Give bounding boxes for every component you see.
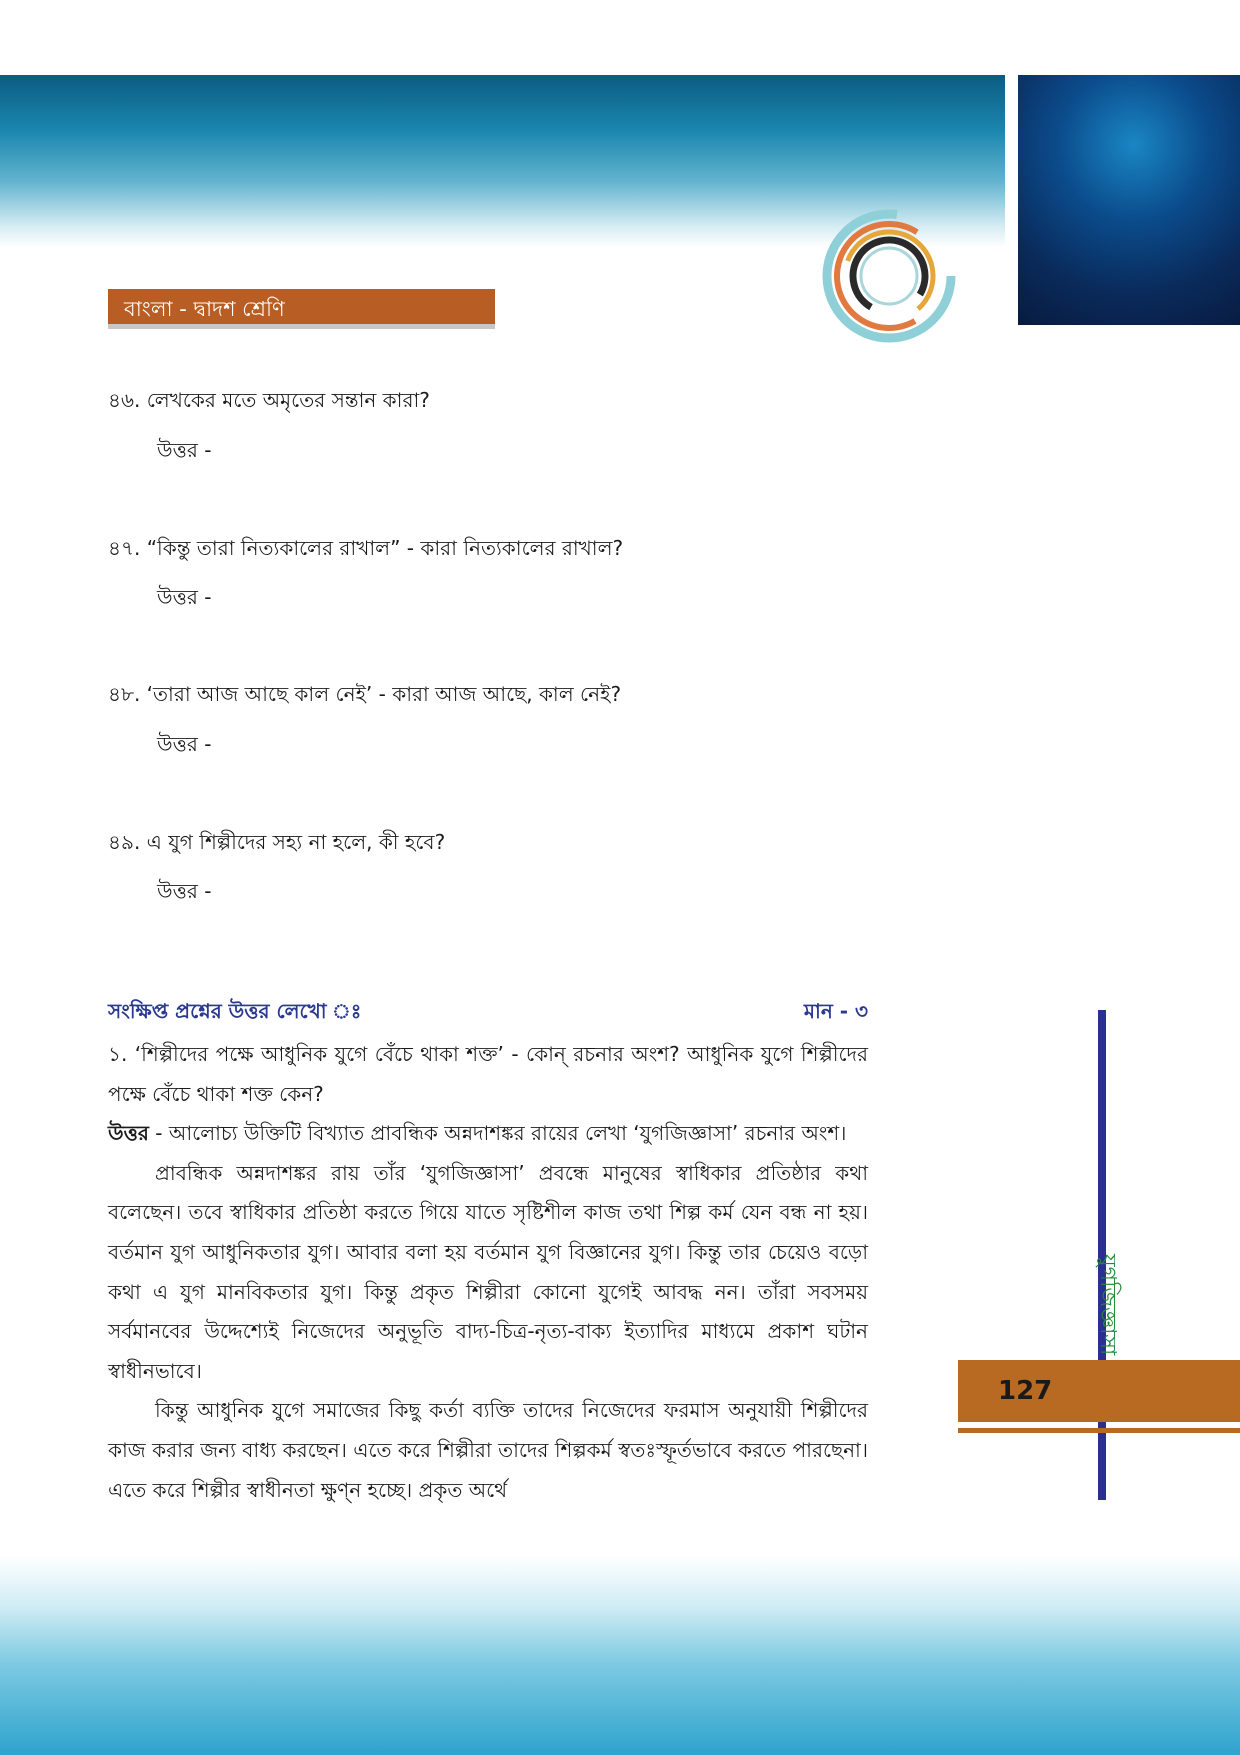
answer-label: উত্তর [108, 1121, 149, 1146]
answer-label-47: উত্তর - [157, 585, 212, 609]
answer-label-49: উত্তর - [157, 879, 212, 903]
section-title: সংক্ষিপ্ত প্রশ্নের উত্তর লেখো ঃ [108, 999, 362, 1023]
page-number-box [958, 1360, 1240, 1422]
page-number-underline [958, 1428, 1240, 1433]
answer-intro [108, 1114, 868, 1154]
answer-paragraph-1: প্রাবন্ধিক অন্নদাশঙ্কর রায় তাঁর ‘যুগজিজ্ঞাসা’ প্রবন্ধে মানুষের স্বাধিকার প্রতিষ্ঠার কথা বলেছেন। তবে স্বাধিকার প্রতিষ্ঠা করতে গিয়ে যাতে সৃষ্টিশীল কাজ তথা শিল্প কর্ম যেন বন্ধ না হয়। বর্তমান যুগ আধুনিকতার যুগ। আবার বলা হয় বর্তমান যুগ বিজ্ঞানের যুগ। কিন্তু তার চেয়েও বড়ো কথা এ যুগ মানবিকতার যুগ। কিন্তু প্রকৃত শিল্পীরা কোনো যুগেই আবদ্ধ নন। তাঁরা সবসময় সর্বমানবের উদ্দেশ্যেই নিজেদের অনুভূতি বাদ্য-চিত্র-নৃত্য-বাক্য ইত্যাদির মাধ্যমে প্রকাশ ঘটান স্বাধীনভাবে। [108, 1160, 868, 1383]
answer-intro-text: - আলোচ্য উক্তিটি বিখ্যাত প্রাবন্ধিক অন্নদাশঙ্কর রায়ের লেখা ‘যুগজিজ্ঞাসা’ রচনার অংশ। [148, 1121, 847, 1146]
section-heading [108, 997, 868, 1030]
ring-logo-icon [818, 205, 960, 347]
question-48: ৪৮. ‘তারা আজ আছে কাল নেই’ - কারা আজ আছে, কাল নেই? [108, 682, 622, 706]
answer-label-46: উত্তর - [157, 438, 212, 462]
page-number: 127 [998, 1376, 1053, 1406]
corner-decoration [1018, 75, 1240, 325]
answer-label-48: উত্তর - [157, 732, 212, 756]
question-46: ৪৬. লেখকের মতে অমৃতের সন্তান কারা? [108, 388, 430, 412]
header-separator [1008, 75, 1018, 247]
answer-body [108, 1035, 868, 1510]
answer-paragraph-2: কিন্তু আধুনিক যুগে সমাজের কিছু কর্তা ব্যক্তি তাদের নিজেদের ফরমাস অনুযায়ী শিল্পীদের কাজ করার জন্য বাধ্য করছেন। এতে করে শিল্পীরা তাদের শিল্পকর্ম স্বতঃস্ফূর্তভাবে করতে পারছেনা। এতে করে শিল্পীর স্বাধীনতা ক্ষুণ্ন হচ্ছে। প্রকৃত অর্থে [108, 1398, 868, 1502]
section-marks: মান - ৩ [803, 999, 868, 1023]
short-question-1: ১. ‘শিল্পীদের পক্ষে আধুনিক যুগে বেঁচে থাকা শক্ত’ - কোন্ রচনার অংশ? আধুনিক যুগে শিল্পীদের পক্ষে বেঁচে থাকা শক্ত কেন? [108, 1042, 868, 1106]
side-chapter-title: যুগজিজ্ঞাসা [1095, 1254, 1120, 1356]
question-47: ৪৭. “কিন্তু তারা নিত্যকালের রাখাল” - কারা নিত্যকালের রাখাল? [108, 536, 624, 560]
question-49: ৪৯. এ যুগ শিল্পীদের সহ্য না হলে, কী হবে? [108, 830, 446, 854]
footer-gradient-band [0, 1555, 1240, 1755]
subject-tab: বাংলা - দ্বাদশ শ্রেণি [108, 289, 495, 329]
